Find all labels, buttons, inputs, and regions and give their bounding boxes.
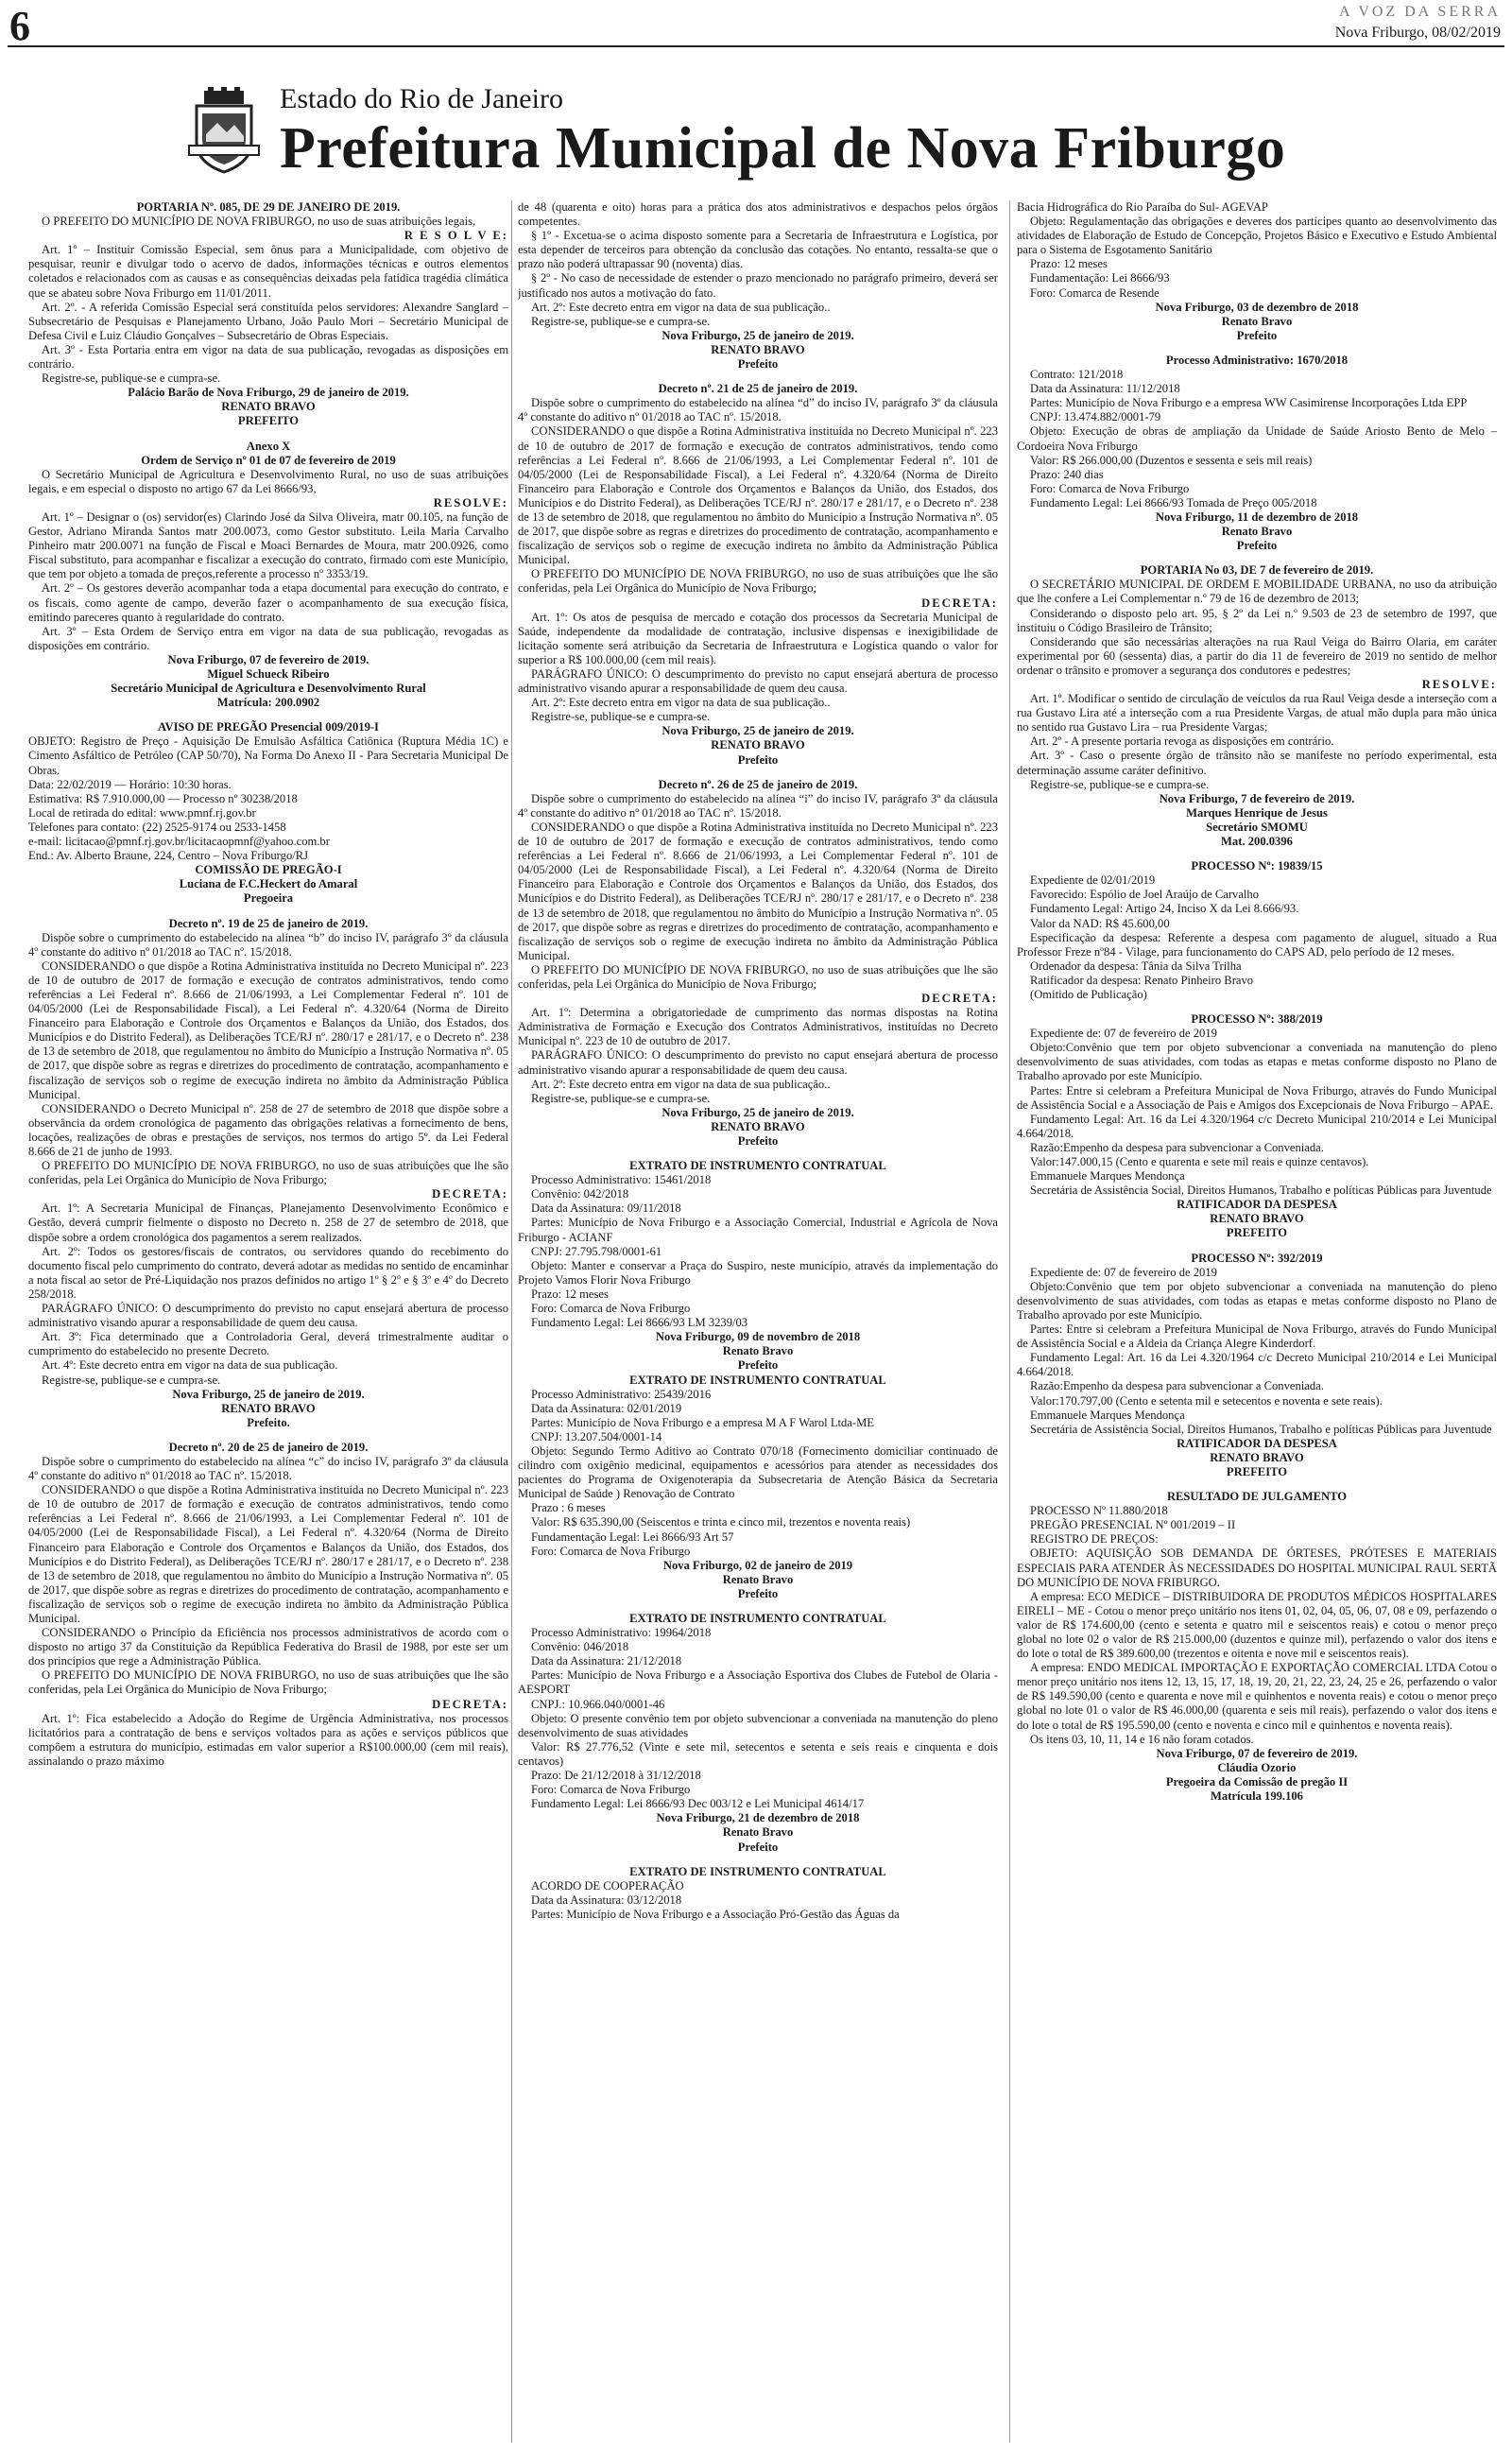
section-heading: EXTRATO DE INSTRUMENTO CONTRATUAL: [629, 1612, 886, 1625]
section-heading: PROCESSO Nº: 388/2019: [1191, 1012, 1323, 1027]
paragraph: Razão:Empenho da despesa para subvencionar a Conveniada.: [1030, 1379, 1324, 1393]
section-heading: Prefeito: [1236, 539, 1278, 553]
paragraph: § 1º - Excetua-se o acima disposto somente para a Secretaria de Infraestrutura e Logística, por esta depender de terceiros para obtenção da conclusão das cotações. No entanto, ressalta-se que o prazo não poderá ultrapassar 90 (noventa) dias.: [518, 229, 998, 271]
section-heading: RENATO BRAVO: [711, 1119, 805, 1133]
paragraph: Art. 2º. - A referida Comissão Especial será constituída pelos servidores: Alexandre Sanglard – Subsecretário de Pesquisas e Planejamento Urbano, João Paulo Mori – Secretário Municipal de Defesa Civil e Luiz Cláudio Gonçalves – Subsecretário de Obras Especiais.: [28, 300, 508, 342]
paragraph: REGISTRO DE PREÇOS:: [1030, 1532, 1159, 1547]
paragraph: Bacia Hidrográfica do Rio Paraíba do Sul- AGEVAP: [1017, 200, 1268, 214]
section-heading: Pregoeira: [243, 891, 294, 906]
spacer: [1017, 553, 1497, 563]
section-heading: Processo Administrativo: 1670/2018: [1165, 353, 1349, 367]
section-heading: Pregoeira da Comissão de pregão II: [1165, 1774, 1349, 1789]
spacer: [518, 372, 998, 382]
paragraph: Foro: Comarca de Nova Friburgo: [531, 1302, 691, 1316]
section-heading: COMISSÃO DE PREGÃO-I: [195, 863, 342, 877]
paragraph: Data da Assinatura: 02/01/2019: [531, 1401, 682, 1415]
paragraph: O PREFEITO DO MUNICÍPIO DE NOVA FRIBURGO, no uso de suas atribuições que lhe são conferidas, pela Lei Orgânica do Município de Nova Friburgo;: [518, 962, 998, 991]
prefecture-title: Prefeitura Municipal de Nova Friburgo: [280, 116, 1286, 181]
paragraph: Art. 2º: Este decreto entra em vigor na data de sua publicação..: [531, 300, 831, 314]
section-heading: RENATO BRAVO: [221, 400, 316, 414]
section-heading: PROCESSO Nº: 19839/15: [1191, 859, 1323, 873]
section-heading: PORTARIA Nº. 085, DE 29 DE JANEIRO DE 2019.: [136, 200, 401, 214]
paragraph: Art. 3º - Caso o presente órgão de trânsito não se manifeste no período experimental, esta determinação assume caráter definitivo.: [1017, 749, 1497, 777]
spacer: [518, 768, 998, 778]
paragraph: Fundamento Legal: Lei 8666/93 LM 3239/03: [531, 1316, 748, 1330]
paragraph: Favorecido: Espólio de Joel Araújo de Carvalho: [1030, 888, 1260, 902]
paragraph: CONSIDERANDO o Decreto Municipal nº. 258 de 27 de setembro de 2018 que dispõe sobre a observância da ordem cronológica de pagamento das obrigações relativas a fornecimento de bens, locações, realizações de obras e prestações de serviços, nos termos do artigo 5º. da Lei Federal 8.666 de 21 de junho de 1993.: [28, 1101, 508, 1158]
paragraph: Data: 22/02/2019 — Horário: 10:30 horas.: [28, 777, 232, 791]
paragraph: Registre-se, publique-se e cumpra-se.: [42, 372, 221, 386]
paragraph: (Omitido de Publicação): [1030, 987, 1147, 1001]
paragraph: Dispõe sobre o cumprimento do estabelecido na alínea “i” do inciso IV, parágrafo 3º da cláusula 4º constante do aditivo nº 01/2018 ao TAC nº. 15/2018.: [518, 791, 998, 820]
resolution-keyword: R E S O L V E:: [404, 229, 508, 243]
paragraph: CONSIDERANDO o que dispõe a Rotina Administrativa instituída no Decreto Municipal nº. 223 de 10 de outubro de 2017 de formação e execução de contratos administrativos, tendo como referências a Lei Federal nº. 8.666 de 21/06/1993, a Lei Complementar Federal nº. 101 de 04/05/2000 (Lei de Responsabilidade Fiscal), a Lei Federal nº. 4.320/64 (Norma de Direito Financeiro para Elaboração e Controle dos Orçamentos e Balanços da União, dos Estados, dos Municípios e do Distrito Federal), as Deliberações TCE/RJ nº. 280/17 e 281/17, e o Decreto nº. 238 de 13 de setembro de 2018, que regulamentou no âmbito do Município a Instrução Normativa nº. 05 de 2017, que dispõe sobre as regras e diretrizes do procedimento de contratação, acompanhamento e fiscalização de serviços sob o regime de execução indireta no âmbito da Administração Pública Municipal.: [28, 1483, 508, 1625]
paragraph: Art. 2º: Este decreto entra em vigor na data de sua publicação..: [531, 696, 831, 710]
section-heading: Decreto nº. 26 de 25 de janeiro de 2019.: [658, 777, 858, 791]
section-heading: PROCESSO Nº: 392/2019: [1191, 1251, 1323, 1265]
paragraph: Ordenador da despesa: Tânia da Silva Trilha: [1030, 959, 1242, 973]
paragraph: Registre-se, publique-se e cumpra-se.: [531, 1091, 711, 1105]
paragraph: Art. 3º: Fica determinado que a Controladoria Geral, deverá trimestralmente auditar o cumprimento do estabelecido no presente Decreto.: [28, 1330, 508, 1358]
column-center: [518, 200, 998, 2443]
paragraph: Partes: Entre si celebram a Prefeitura Municipal de Nova Friburgo, através do Fundo Municipal de Assistência Social e a Aldeia da Criança Alegre Kinderdorf.: [1017, 1322, 1497, 1351]
paragraph: Art. 1º: A Secretaria Municipal de Finanças, Planejamento Desenvolvimento Econômico e Gestão, deverá cumprir fielmente o disposto no Decreto n. 258 de 27 de setembro de 2018, que dispõe sobre a ordem cronológica dos pagamentos a serem realizados.: [28, 1201, 508, 1244]
section-heading: Secretário SMOMU: [1206, 820, 1308, 834]
paragraph: Prazo : 6 meses: [531, 1501, 606, 1515]
paragraph: Partes: Município de Nova Friburgo e a Associação Comercial, Industrial e Agrícola de Nova Friburgo - ACIANF: [518, 1216, 998, 1244]
spacer: [28, 1430, 508, 1441]
paragraph: Local de retirada do edital: www.pmnf.rj.gov.br: [28, 805, 256, 820]
paragraph: PARÁGRAFO ÚNICO: O descumprimento do previsto no caput ensejará abertura de processo administrativo visando apurar a responsabilidade de quem deu causa.: [518, 667, 998, 696]
city-crest-logo: [185, 87, 263, 178]
paragraph: CONSIDERANDO o Princípio da Eficiência nos processos administrativos de acordo com o disposto no artigo 37 da Constituição da República Federativa do Brasil de 1988, por este ser um dos princípios que rege a Administração Pública.: [28, 1626, 508, 1668]
paragraph: CNPJ: 13.207.504/0001-14: [531, 1429, 662, 1443]
paragraph: Ratificador da despesa: Renato Pinheiro Bravo: [1030, 973, 1254, 987]
paragraph: e-mail: licitacao@pmnf.rj.gov.br/licitacaopmnf@yahoo.com.br: [28, 835, 330, 849]
paragraph: Razão:Empenho da despesa para subvencionar a Conveniada.: [1030, 1140, 1324, 1154]
paragraph: Registre-se, publique-se e cumpra-se.: [42, 1373, 221, 1387]
paragraph: A empresa: ECO MEDICE – DISTRIBUIDORA DE PRODUTOS MÉDICOS HOSPITALARES EIRELI – ME - Cotou o menor preço unitário nos itens 01, 02, 04, 05, 06, 07, 08 e 09, perfazendo o valor de R$ 174.600,00 (cento e setenta e quatro mil e seiscentos reais) e cotou o menor preço global no lote 02 o valor de R$ 215.000,00 (duzentos e quinze mil), perfazendo o valor dos itens e do lote o total de R$ 389.600,00 (trezentos e oitenta e nove mil e seiscentos reais).: [1017, 1589, 1497, 1661]
resolution-keyword: RESOLVE:: [433, 495, 508, 510]
paragraph: O PREFEITO DO MUNICÍPIO DE NOVA FRIBURGO, no uso de suas atribuições que lhe são conferidas, pela Lei Orgânica do Município de Nova Friburgo;: [518, 567, 998, 596]
paragraph: Convênio: 046/2018: [531, 1640, 629, 1654]
paragraph: de 48 (quarenta e oito) horas para a prática dos atos administrativos e despachos pelos órgãos competentes.: [518, 200, 998, 229]
paragraph: Partes: Entre si celebram a Prefeitura Municipal de Nova Friburgo, através do Fundo Municipal de Assistência Social e a Associação de Pais e Amigos dos Excepcionais de Nova Friburgo – APAE.: [1017, 1083, 1497, 1112]
resolution-keyword: DECRETA:: [432, 1697, 508, 1711]
crest-icon: [185, 87, 263, 178]
paragraph: Expediente de 02/01/2019: [1030, 873, 1156, 888]
paragraph: Contrato: 121/2018: [1030, 368, 1124, 382]
section-heading: Decreto nº. 20 de 25 de janeiro de 2019.: [168, 1440, 369, 1454]
column-divider: [1009, 200, 1010, 2443]
paragraph: PARÁGRAFO ÚNICO: O descumprimento do previsto no caput ensejará abertura de processo administrativo visando apurar a responsabilidade de quem deu causa.: [518, 1048, 998, 1077]
column-right: [1017, 200, 1497, 2443]
paragraph: Data da Assinatura: 03/12/2018: [531, 1892, 682, 1907]
section-heading: RENATO BRAVO: [711, 342, 805, 356]
paragraph: Expediente de: 07 de fevereiro de 2019: [1030, 1027, 1217, 1041]
section-heading: EXTRATO DE INSTRUMENTO CONTRATUAL: [629, 1373, 886, 1387]
section-heading: Renato Bravo: [722, 1572, 794, 1586]
section-heading: Anexo X: [246, 439, 291, 453]
paragraph: Estimativa: R$ 7.910.000,00 — Processo nº 30238/2018: [28, 791, 298, 805]
spacer: [28, 429, 508, 440]
section-heading: Prefeito: [737, 1586, 779, 1600]
paragraph: Art. 1º: Determina a obrigatoriedade de cumprimento das normas dispostas na Rotina Administrativa de Formação e Execução dos Contratos Administrativos, instituídas no Decreto Municipal nº. 223 de 10 de outubro de 2017.: [518, 1006, 998, 1048]
resolution-keyword: RESOLVE:: [1421, 678, 1497, 691]
paragraph: Considerando que são necessárias alterações na rua Raul Veiga do Bairro Olaria, em caráter experimental por 60 (sessenta) dias, a partir do dia 11 de fevereiro de 2019 no sentido de melhor ordenar o trânsito e promover a segurança dos condutores e pedestres;: [1017, 634, 1497, 677]
paragraph: CONSIDERANDO o que dispõe a Rotina Administrativa instituída no Decreto Municipal nº. 223 de 10 de outubro de 2017 de formação e execução de contratos administrativos, tendo como referências a Lei Federal nº. 8.666 de 21/06/1993, a Lei Complementar Federal nº. 101 de 04/05/2000 (Lei de Responsabilidade Fiscal), a Lei Federal nº. 4.320/64 (Norma de Direito Financeiro para Elaboração e Controle dos Orçamentos e Balanços da União, dos Estados, dos Municípios e do Distrito Federal), as Deliberações TCE/RJ nº. 280/17 e 281/17, e o Decreto nº. 238 de 13 de setembro de 2018, que regulamentou no âmbito do Município a Instrução Normativa nº. 05 de 2017, que dispõe sobre as regras e diretrizes do procedimento de contratação, acompanhamento e fiscalização de serviços sob o regime de execução indireta no âmbito da Administração Pública Municipal.: [518, 820, 998, 962]
section-heading: Prefeito: [737, 357, 779, 372]
section-heading: Ordem de Serviço nº 01 de 07 de fevereiro de 2019: [141, 453, 396, 467]
paragraph: Fundamento Legal: Lei 8666/93 Dec 003/12 e Lei Municipal 4614/17: [531, 1797, 865, 1811]
paragraph: O SECRETÁRIO MUNICIPAL DE ORDEM E MOBILIDADE URBANA, no uso da atribuição que lhe confere a Lei Complementar n.º 79 de 16 de dezembro de 2013;: [1017, 578, 1497, 606]
paragraph: Fundamentação: Lei 8666/93: [1030, 271, 1170, 285]
paragraph: Secretária de Assistência Social, Direitos Humanos, Trabalho e políticas Públicas para Juventude: [1030, 1422, 1492, 1436]
section-heading: Nova Friburgo, 03 de dezembro de 2018: [1155, 300, 1359, 314]
paragraph: Valor:170.797,00 (Cento e setenta mil e setecentos e noventa e sete reais).: [1030, 1393, 1383, 1408]
page-number: 6: [9, 3, 30, 49]
section-heading: Palácio Barão de Nova Friburgo, 29 de janeiro de 2019.: [128, 386, 409, 400]
section-heading: Renato Bravo: [722, 1825, 794, 1840]
paragraph: CNPJ: 13.474.882/0001-79: [1030, 410, 1161, 424]
paragraph: Registre-se, publique-se e cumpra-se.: [531, 710, 711, 724]
paragraph: Objeto: Regulamentação das obrigações e deveres dos partícipes quanto ao desenvolvimento das atividades de Elaboração de Estudo de Concepção, Projetos Básico e Executivo e Estudo Ambiental para o Sistema de Esgotamento Sanitário: [1017, 215, 1497, 257]
paragraph: Considerando o disposto pelo art. 95, § 2º da Lei n.º 9.503 de 23 de setembro de 1997, que instituiu o Código Brasileiro de Trânsito;: [1017, 606, 1497, 634]
section-heading: AVISO DE PREGÃO Presencial 009/2019-I: [158, 720, 379, 734]
section-heading: Nova Friburgo, 25 de janeiro de 2019.: [662, 328, 854, 342]
spacer: [1017, 849, 1497, 859]
paragraph: CONSIDERANDO o que dispõe a Rotina Administrativa instituída no Decreto Municipal nº. 223 de 10 de outubro de 2017 de formação e execução de contratos administrativos, tendo como referências a Lei Federal nº. 8.666 de 21/06/1993, a Lei Complementar Federal nº. 101 de 04/05/2000 (Lei de Responsabilidade Fiscal), a Lei Federal nº. 4.320/64 (Norma de Direito Financeiro para Elaboração e Controle dos Orçamentos e Balanços da União, dos Estados, dos Municípios e do Distrito Federal), as Deliberações TCE/RJ nº. 280/17 e 281/17, e o Decreto nº. 238 de 13 de setembro de 2018, que regulamentou no âmbito do Município a Instrução Normativa nº. 05 de 2017, que dispõe sobre as regras e diretrizes do procedimento de contratação, acompanhamento e fiscalização de serviços sob o regime de execução indireta no âmbito da Administração Pública Municipal.: [518, 424, 998, 567]
paragraph: Foro: Comarca de Nova Friburgo: [1030, 481, 1190, 495]
section-heading: RENATO BRAVO: [711, 738, 805, 752]
paragraph: Foro: Comarca de Nova Friburgo: [531, 1783, 691, 1797]
resolution-keyword: DECRETA:: [432, 1187, 508, 1201]
paragraph: Os itens 03, 10, 11, 14 e 16 não foram cotados.: [1030, 1732, 1254, 1746]
paragraph: Fundamento Legal: Art. 16 da Lei 4.320/1964 c/c Decreto Municipal 210/2014 e Lei Municipal 4.664/2018.: [1017, 1112, 1497, 1140]
paragraph: Art. 1º: Fica estabelecido a Adoção do Regime de Urgência Administrativa, nos processos licitatórios para a contratação de bens e serviços voltados para as ações e serviços públicos que compõem a estrutura do município, estimadas em valor superior a R$100.000,00 (cem mil reais), assinalando o prazo máximo: [28, 1711, 508, 1768]
spacer: [1017, 1479, 1497, 1490]
paragraph: Art. 1º – Designar o (os) servidor(es) Clarindo José da Silva Oliveira, matr 00.105, na função de Gestor, Adriano Miranda Santos matr 200.0073, como Gestor substituto. Leila Maria Carvalho Pinheiro matr 200.0071 na função de Fiscal e Moaci Bernardes de Moura, matr 200.0926, como Fiscal substituto, para acompanhar e fiscalizar a execução do contrato, firmado com este Município, que tem por objeto a tomada de preços,referente a processo nº 3353/19.: [28, 510, 508, 581]
paragraph: Processo Administrativo: 15461/2018: [531, 1173, 712, 1187]
paragraph: Valor: R$ 635.390,00 (Seiscentos e trinta e cinco mil, trezentos e noventa reais): [531, 1515, 911, 1529]
section-heading: Matrícula: 200.0902: [216, 696, 320, 710]
paragraph: Prazo: 240 dias: [1030, 467, 1104, 481]
header-rule: [8, 45, 1504, 47]
section-heading: Cláudia Ozorio: [1217, 1760, 1297, 1774]
paragraph: PREGÃO PRESENCIAL Nº 001/2019 – II: [1030, 1518, 1236, 1532]
section-heading: Renato Bravo: [1221, 525, 1293, 539]
paragraph: Dispõe sobre o cumprimento do estabelecido na alínea “b” do inciso IV, parágrafo 3º da cláusula 4º constante do aditivo nº 01/2018 ao TAC nº. 15/2018.: [28, 930, 508, 959]
newspaper-name: A VOZ DA SERRA: [1338, 4, 1501, 20]
paragraph: Emmanuele Marques Mendonça: [1030, 1408, 1185, 1422]
column-left: [28, 200, 508, 2443]
paragraph: Dispõe sobre o cumprimento do estabelecido na alínea “c” do inciso IV, parágrafo 3º da cláusula 4º constante do aditivo nº 01/2018 ao TAC nº. 15/2018.: [28, 1454, 508, 1483]
resolution-keyword: DECRETA:: [921, 596, 998, 610]
section-heading: RATIFICADOR DA DESPESA: [1177, 1198, 1337, 1212]
paragraph: CNPJ: 27.795.798/0001-61: [531, 1244, 662, 1258]
section-heading: EXTRATO DE INSTRUMENTO CONTRATUAL: [629, 1864, 886, 1878]
section-heading: Luciana de F.C.Heckert do Amaral: [179, 877, 358, 891]
section-heading: Nova Friburgo, 25 de janeiro de 2019.: [662, 724, 854, 738]
paragraph: Partes: Município de Nova Friburgo e a empresa WW Casimirense Incorporações Ltda EPP: [1030, 396, 1468, 410]
resolution-keyword: DECRETA:: [921, 992, 998, 1006]
paragraph: Fundamentação Legal: Lei 8666/93 Art 57: [531, 1529, 734, 1544]
paragraph: End.: Av. Alberto Braune, 224, Centro – Nova Friburgo/RJ: [28, 849, 309, 863]
spacer: [1017, 1002, 1497, 1012]
paragraph: O Secretário Municipal de Agricultura e Desenvolvimento Rural, no uso de suas atribuições legais, e em especial o disposto no artigo 67 da Lei 8666/93,: [28, 467, 508, 495]
section-heading: Prefeito.: [247, 1415, 290, 1429]
section-heading: Nova Friburgo, 07 de fevereiro de 2019.: [167, 652, 369, 666]
section-heading: Renato Bravo: [722, 1344, 794, 1358]
paragraph: Valor da NAD: R$ 45.600,00: [1030, 916, 1170, 930]
spacer: [518, 1601, 998, 1612]
section-heading: Prefeito: [737, 1134, 779, 1148]
section-heading: RESULTADO DE JULGAMENTO: [1166, 1490, 1348, 1504]
paragraph: Art. 3º - Esta Portaria entra em vigor na data de sua publicação, revogadas as disposições em contrário.: [28, 342, 508, 372]
section-heading: RATIFICADOR DA DESPESA: [1177, 1436, 1337, 1450]
paragraph: Valor:147.000,15 (Cento e quarenta e sete mil reais e quinze centavos).: [1030, 1155, 1369, 1168]
paragraph: Fundamento Legal: Art. 16 da Lei 4.320/1964 c/c Decreto Municipal 210/2014 e Lei Municipal 4.664/2018.: [1017, 1351, 1497, 1379]
paragraph: Secretária de Assistência Social, Direitos Humanos, Trabalho e políticas Públicas para Juventude: [1030, 1184, 1492, 1198]
paragraph: Objeto:Convênio que tem por objeto subvencionar a conveniada na manutenção do pleno desenvolvimento de suas atividades, com todas as etapas e metas conforme disposto no Plano de Trabalho aprovado por este Município.: [1017, 1279, 1497, 1322]
section-heading: Decreto nº. 21 de 25 de janeiro de 2019.: [658, 382, 858, 396]
spacer: [28, 907, 508, 917]
paragraph: O PREFEITO DO MUNICÍPIO DE NOVA FRIBURGO, no uso de suas atribuições que lhe são conferidas, pela Lei Orgânica do Município de Nova Friburgo;: [28, 1159, 508, 1187]
paragraph: Foro: Comarca de Nova Friburgo: [531, 1544, 691, 1558]
paragraph: Partes: Município de Nova Friburgo e a Associação Pró-Gestão das Águas da: [531, 1907, 900, 1921]
paragraph: PARÁGRAFO ÚNICO: O descumprimento do previsto no caput ensejará abertura de processo administrativo visando apurar a responsabilidade de quem deu causa.: [28, 1302, 508, 1330]
section-heading: RENATO BRAVO: [1210, 1212, 1304, 1226]
spacer: [518, 1149, 998, 1159]
section-heading: Nova Friburgo, 11 de dezembro de 2018: [1155, 510, 1359, 524]
paragraph: § 2º - No caso de necessidade de estender o prazo mencionado no parágrafo primeiro, deverá ser justificado nos autos a motivação do fato.: [518, 271, 998, 300]
paragraph: Partes: Município de Nova Friburgo e a empresa M A F Warol Ltda-ME: [531, 1415, 874, 1429]
paragraph: Telefones para contato: (22) 2525-9174 ou 2533-1458: [28, 820, 286, 834]
paragraph: OBJETO: Registro de Preço - Aquisição De Emulsão Asfáltica Catiônica (Ruptura Média 1C) e Cimento Asfáltico de Petróleo (CAP 50/70), Na Forma Do Anexo II - Para Secretaria Municipal De Obras.: [28, 734, 508, 777]
paragraph: Art. 2º - A presente portaria revoga as disposições em contrário.: [1030, 734, 1334, 749]
paragraph: Data da Assinatura: 11/12/2018: [1030, 382, 1180, 396]
paragraph: OBJETO: AQUISIÇÃO SOB DEMANDA DE ÓRTESES, PRÓTESES E MATERIAIS ESPECIAIS PARA ATENDER ÀS NECESSIDADES DO HOSPITAL MUNICIPAL RAUL SERTÃ DO MUNICÍPIO DE NOVA FRIBURGO.: [1017, 1547, 1497, 1589]
paragraph: CNPJ.: 10.966.040/0001-46: [531, 1697, 665, 1711]
paragraph: Especificação da despesa: Referente a despesa com pagamento de aluguel, situado a Rua Professor Freze nº84 - Vilage, para funcionamento do CAPS AD, pelo período de 12 meses.: [1017, 930, 1497, 959]
paragraph: Objeto: Manter e conservar a Praça do Suspiro, neste município, através da implementação do Projeto Vamos Florir Nova Friburgo: [518, 1258, 998, 1287]
section-heading: Nova Friburgo, 25 de janeiro de 2019.: [172, 1387, 365, 1401]
column-divider: [511, 200, 512, 2443]
section-heading: PREFEITO: [1226, 1464, 1288, 1478]
paragraph: Prazo: 12 meses: [1030, 257, 1108, 271]
section-heading: Prefeito: [737, 1358, 779, 1373]
paragraph: Art. 2º: Todos os gestores/fiscais de contratos, ou servidores quando do recebimento do documento fiscal pelo cumprimento do contrato, deverá adotar as medidas no sentido de encaminhar a nota fiscal ao setor de Pré-Liquidação nos prazos definidos no artigo 1º § 2º e § 3º e 4º do Decreto 258/2018.: [28, 1244, 508, 1301]
section-heading: Nova Friburgo, 07 de fevereiro de 2019.: [1156, 1746, 1358, 1760]
paragraph: Prazo: De 21/12/2018 à 31/12/2018: [531, 1769, 701, 1783]
section-heading: Nova Friburgo, 09 de novembro de 2018: [655, 1330, 861, 1344]
paragraph: CONSIDERANDO o que dispõe a Rotina Administrativa instituída no Decreto Municipal nº. 223 de 10 de outubro de 2017 de formação e execução de contratos administrativos, tendo como referências a Lei Federal nº. 8.666 de 21/06/1993, a Lei Complementar Federal nº. 101 de 04/05/2000 (Lei de Responsabilidade Fiscal), a Lei Federal nº. 4.320/64 (Norma de Direito Financeiro para Elaboração e Controle dos Orçamentos e Balanços da União, dos Estados, dos Municípios e do Distrito Federal), as Deliberações TCE/RJ nº. 280/17 e 281/17, e o Decreto nº. 238 de 13 de setembro de 2018, que regulamentou no âmbito do Município a Instrução Normativa nº. 05 de 2017, que dispõe sobre as regras e diretrizes do procedimento de contratação, acompanhamento e fiscalização de serviços sob o regime de execução indireta no âmbito da Administração Pública Municipal.: [28, 959, 508, 1101]
paragraph: Registre-se, publique-se e cumpra-se.: [531, 314, 711, 328]
paragraph: Objeto: Execução de obras de ampliação da Unidade de Saúde Ariosto Bento de Melo – Cordoeira Nova Friburgo: [1017, 424, 1497, 453]
paragraph: Partes: Município de Nova Friburgo e a Associação Esportiva dos Clubes de Futebol de Olaria - AESPORT: [518, 1668, 998, 1697]
paragraph: Fundamento Legal: Artigo 24, Inciso X da Lei 8.666/93.: [1030, 902, 1299, 916]
section-heading: Matrícula 199.106: [1211, 1789, 1303, 1804]
paragraph: PROCESSO Nº 11.880/2018: [1030, 1504, 1168, 1518]
spacer: [28, 710, 508, 720]
section-heading: PREFEITO: [237, 414, 300, 428]
paragraph: Valor: R$ 266.000,00 (Duzentos e sessenta e seis mil reais): [1030, 453, 1313, 467]
newspaper-header: [0, 0, 1512, 47]
paragraph: Valor: R$ 27.776,52 (Vinte e sete mil, setecentos e setenta e seis reais e cinquenta e dois centavos): [518, 1739, 998, 1768]
paragraph: Art. 2º – Os gestores deverão acompanhar toda a etapa documental para execução do contrato, e os fiscais, como agente de campo, deverão fazer o acompanhamento de sua execução física, emitindo pareceres quanto à regularidade do contrato.: [28, 581, 508, 624]
section-heading: RENATO BRAVO: [221, 1401, 316, 1415]
spacer: [1017, 343, 1497, 354]
section-heading: Marques Henrique de Jesus: [1186, 805, 1328, 820]
section-heading: Secretário Municipal de Agricultura e Desenvolvimento Rural: [111, 682, 426, 696]
paragraph: Prazo: 12 meses: [531, 1287, 609, 1301]
paragraph: Data da Assinatura: 21/12/2018: [531, 1654, 682, 1668]
section-heading: Prefeito: [1236, 328, 1278, 342]
paragraph: Art. 4º: Este decreto entra em vigor na data de sua publicação.: [42, 1358, 338, 1373]
paragraph: Objeto: Segundo Termo Aditivo ao Contrato 070/18 (Fornecimento domiciliar continuado de cilindro com oxigênio medicinal, equipamentos e acessórios para atender as necessidades dos pacientes do Programa de Oxigenoterapia da Subsecretaria de Atenção Básica da Secretaria Municipal de Saúde ) Renovação de Contrato: [518, 1443, 998, 1501]
paragraph: Objeto: O presente convênio tem por objeto subvencionar a conveniada na manutenção do pleno desenvolvimento de suas atividades: [518, 1711, 998, 1739]
section-heading: Prefeito: [737, 752, 779, 767]
section-heading: Nova Friburgo, 21 de dezembro de 2018: [656, 1811, 860, 1825]
section-heading: RENATO BRAVO: [1210, 1450, 1304, 1464]
section-heading: Nova Friburgo, 7 de fevereiro de 2019.: [1159, 791, 1355, 805]
section-heading: Nova Friburgo, 02 de janeiro de 2019: [662, 1558, 853, 1572]
paragraph: Processo Administrativo: 25439/2016: [531, 1387, 712, 1401]
paragraph: Art. 1º. Modificar o sentido de circulação de veículos da rua Raul Veiga desde a interseção com a rua Gustavo Lira até a interseção com a rua Presidente Vargas, de atual mão dupla para mão única no sentido rua Gustavo Lira – rua Presidente Vargas;: [1017, 692, 1497, 734]
paragraph: Processo Administrativo: 19964/2018: [531, 1626, 712, 1640]
paragraph: Emmanuele Marques Mendonça: [1030, 1169, 1185, 1184]
section-heading: EXTRATO DE INSTRUMENTO CONTRATUAL: [629, 1159, 886, 1173]
section-heading: Miguel Schueck Ribeiro: [207, 667, 330, 681]
paragraph: Expediente de: 07 de fevereiro de 2019: [1030, 1265, 1217, 1279]
section-heading: Nova Friburgo, 25 de janeiro de 2019.: [662, 1105, 854, 1119]
paragraph: ACORDO DE COOPERAÇÃO: [531, 1878, 684, 1892]
section-heading: PREFEITO: [1226, 1226, 1288, 1240]
paragraph: A empresa: ENDO MEDICAL IMPORTAÇÃO E EXPORTAÇÃO COMERCIAL LTDA Cotou o menor preço unitário nos itens 12, 13, 15, 17, 18, 19, 20, 21, 22, 23, 24, 25 e 26, perfazendo o valor de R$ 149.590,00 (cento e quarenta e nove mil e quinhentos e noventa reais) e cotou o menor preço global no lote 01 o valor de R$ 46.000,00 (quarenta e seis mil reais), perfazendo o valor dos itens e do lote o total de R$ 195.590,00 (cento e noventa e cinco mil e quinhentos e noventa reais).: [1017, 1661, 1497, 1732]
section-heading: Renato Bravo: [1221, 314, 1293, 328]
paragraph: Foro: Comarca de Resende: [1030, 285, 1160, 300]
section-heading: Decreto nº. 19 de 25 de janeiro de 2019.: [168, 916, 369, 930]
paragraph: O PREFEITO DO MUNICÍPIO DE NOVA FRIBURGO, no uso de suas atribuições que lhe são conferidas, pela Lei Orgânica do Município de Nova Friburgo;: [28, 1668, 508, 1697]
spacer: [1017, 1241, 1497, 1252]
issue-date: Nova Friburgo, 08/02/2019: [1334, 25, 1501, 41]
section-heading: Prefeito: [737, 1840, 779, 1854]
paragraph: O PREFEITO DO MUNICÍPIO DE NOVA FRIBURGO, no uso de suas atribuições legais,: [42, 215, 476, 229]
paragraph: Registre-se, publique-se e cumpra-se.: [1030, 777, 1210, 791]
paragraph: Art. 3º – Esta Ordem de Serviço entra em vigor na data de sua publicação, revogadas as disposições em contrário.: [28, 624, 508, 652]
paragraph: Objeto:Convênio que tem por objeto subvencionar a conveniada na manutenção do pleno desenvolvimento de suas atividades, com todas as etapas e metas conforme disposto no Plano de Trabalho aprovado por este Município.: [1017, 1041, 1497, 1083]
paragraph: Data da Assinatura: 09/11/2018: [531, 1201, 681, 1216]
paragraph: Fundamento Legal: Lei 8666/93 Tomada de Preço 005/2018: [1030, 495, 1317, 510]
paragraph: Convênio: 042/2018: [531, 1187, 629, 1201]
state-title: Estado do Rio de Janeiro: [280, 83, 563, 114]
paragraph: Art. 1º – Instituir Comissão Especial, sem ônus para a Municipalidade, com objetivo de pesquisar, reunir e divulgar todo o acervo de dados, informações técnicas e outros elementos coletados e relacionados com as causas e as consequências deixadas pela fatídica tragédia climática que se abateu sobre Nova Friburgo em 11/01/2011.: [28, 243, 508, 300]
paragraph: Dispõe sobre o cumprimento do estabelecido na alínea “d” do inciso IV, parágrafo 3º da cláusula 4º constante do aditivo nº 01/2018 ao TAC nº. 15/2018.: [518, 396, 998, 424]
spacer: [518, 1855, 998, 1865]
paragraph: Art. 2º: Este decreto entra em vigor na data de sua publicação..: [531, 1077, 831, 1091]
section-heading: PORTARIA No 03, DE 7 de fevereiro de 2019.: [1140, 563, 1374, 578]
section-heading: Mat. 200.0396: [1221, 835, 1293, 849]
paragraph: Art. 1º: Os atos de pesquisa de mercado e cotação dos processos da Secretaria Municipal de Saúde, independente da modalidade de contratação, inclusive dispensas e inexigibilidade de licitação somente será atribuição da Secretaria de Infraestrutura e Logística quando o valor for superior a R$ 100.000,00 (cem mil reais).: [518, 610, 998, 666]
